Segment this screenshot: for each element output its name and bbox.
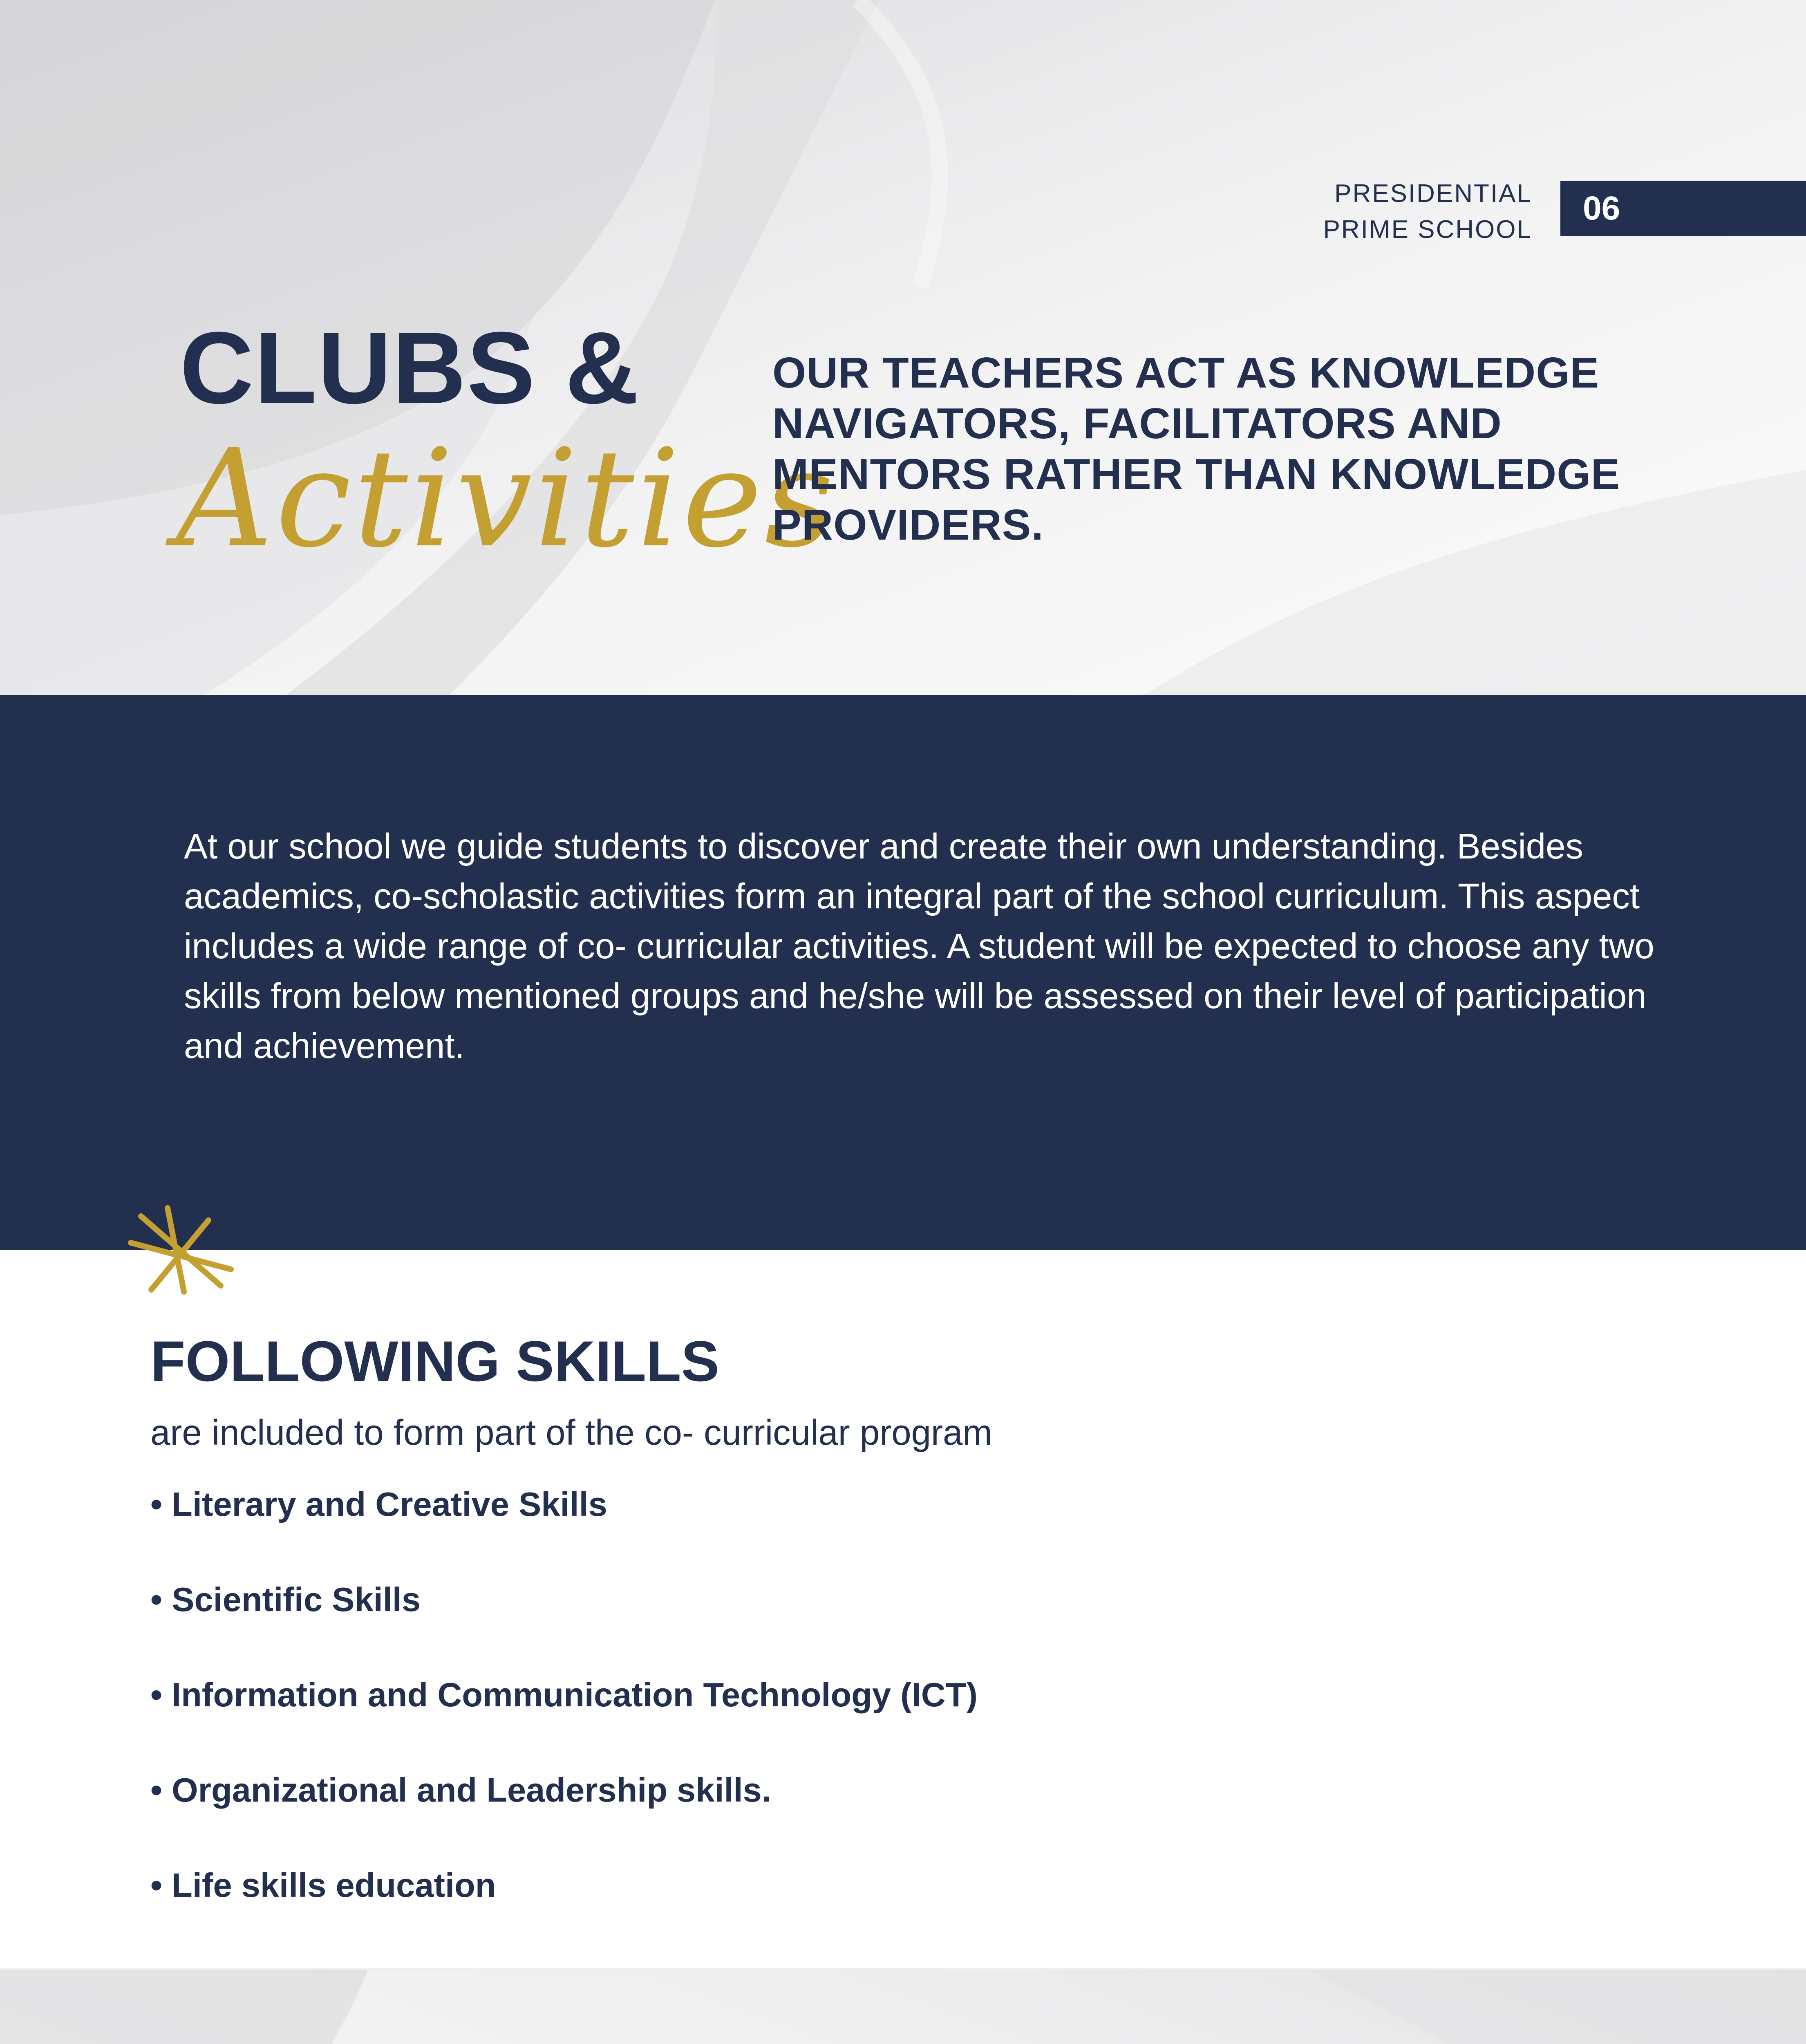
sparkle-star-icon <box>127 1204 237 1302</box>
page-title-script: Activities <box>176 420 837 577</box>
page-number-badge: 06 <box>1560 181 1806 236</box>
teachers-quote: OUR TEACHERS ACT AS KNOWLEDGE NAVIGATORS, FACILITATORS AND MENTORS RATHER THAN KNOWLEDGE PROVIDERS. <box>772 349 1620 549</box>
school-name-line2: PRIME SCHOOL <box>1323 215 1532 244</box>
skill-item: • Scientific Skills <box>150 1580 421 1618</box>
skill-item: • Literary and Creative Skills <box>150 1485 607 1523</box>
skill-item: • Organizational and Leadership skills. <box>150 1771 771 1809</box>
skill-item: • Information and Communication Technology (ICT) <box>150 1676 978 1714</box>
school-name-line1: PRESIDENTIAL <box>1334 179 1532 208</box>
school-name <box>1164 176 1532 248</box>
skill-item: • Life skills education <box>150 1866 496 1904</box>
skills-list <box>150 1480 978 1956</box>
closing-background <box>0 1968 1806 2044</box>
skills-heading: FOLLOWING SKILLS <box>150 1329 720 1393</box>
intro-paragraph: At our school we guide students to discover and create their own understanding. Besides academics, co-scholastic activities form an integral part of the school curriculum. This aspect includes a wide range of co- curricular activities. A student will be expected to choose any two skills from below mentioned groups and he/she will be assessed on their level of participation and achievement. <box>184 827 1654 1066</box>
skills-subheading: are included to form part of the co- curricular program <box>150 1413 992 1452</box>
page-title: CLUBS & <box>180 311 640 425</box>
watercolor-wash-bottom <box>0 1970 1806 2044</box>
